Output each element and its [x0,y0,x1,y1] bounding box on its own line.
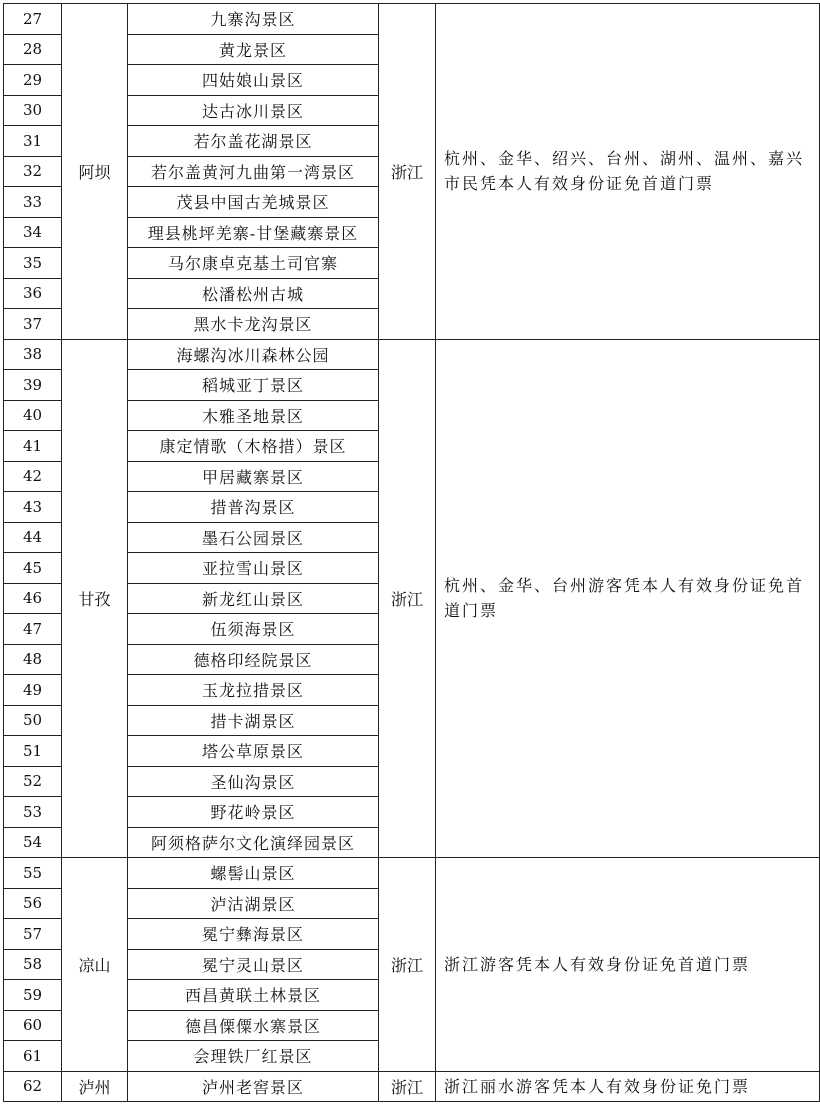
scenic-spot-name: 稻城亚丁景区 [128,370,379,401]
policy-note-cell: 杭州、金华、台州游客凭本人有效身份证免首道门票 [436,339,820,858]
scenic-spot-name: 塔公草原景区 [128,736,379,767]
scenic-spot-name: 措卡湖景区 [128,705,379,736]
scenic-spot-name: 墨石公园景区 [128,522,379,553]
row-number: 41 [4,431,62,462]
row-number: 55 [4,858,62,889]
scenic-spot-name: 亚拉雪山景区 [128,553,379,584]
scenic-spot-name: 康定情歌（木格措）景区 [128,431,379,462]
row-number: 60 [4,1010,62,1041]
row-number: 36 [4,278,62,309]
row-number: 28 [4,34,62,65]
row-number: 59 [4,980,62,1011]
scenic-spot-name: 松潘松州古城 [128,278,379,309]
scenic-spot-name: 黑水卡龙沟景区 [128,309,379,340]
row-number: 34 [4,217,62,248]
scenic-spot-name: 冕宁灵山景区 [128,949,379,980]
region-cell: 泸州 [62,1071,128,1102]
scenic-spots-table [3,3,820,1102]
province-cell: 浙江 [379,4,436,340]
province-cell: 浙江 [379,1071,436,1102]
scenic-spot-name: 玉龙拉措景区 [128,675,379,706]
row-number: 47 [4,614,62,645]
table-row [4,1071,820,1102]
policy-note-cell: 浙江丽水游客凭本人有效身份证免门票 [436,1071,820,1102]
scenic-spot-name: 若尔盖花湖景区 [128,126,379,157]
row-number: 51 [4,736,62,767]
scenic-spot-name: 黄龙景区 [128,34,379,65]
region-cell: 甘孜 [62,339,128,858]
row-number: 29 [4,65,62,96]
scenic-spot-name: 冕宁彝海景区 [128,919,379,950]
table-body [4,4,820,1102]
province-cell: 浙江 [379,858,436,1072]
scenic-spot-name: 海螺沟冰川森林公园 [128,339,379,370]
scenic-spot-name: 九寨沟景区 [128,4,379,35]
scenic-spot-name: 木雅圣地景区 [128,400,379,431]
row-number: 46 [4,583,62,614]
province-cell: 浙江 [379,339,436,858]
policy-note-cell: 杭州、金华、绍兴、台州、湖州、温州、嘉兴市民凭本人有效身份证免首道门票 [436,4,820,340]
scenic-spot-name: 德格印经院景区 [128,644,379,675]
scenic-spot-name: 泸沽湖景区 [128,888,379,919]
row-number: 44 [4,522,62,553]
scenic-spot-name: 螺髻山景区 [128,858,379,889]
region-cell: 阿坝 [62,4,128,340]
row-number: 48 [4,644,62,675]
scenic-spot-name: 马尔康卓克基土司官寨 [128,248,379,279]
row-number: 45 [4,553,62,584]
scenic-spot-name: 若尔盖黄河九曲第一湾景区 [128,156,379,187]
scenic-spot-name: 茂县中国古羌城景区 [128,187,379,218]
row-number: 57 [4,919,62,950]
table-row [4,4,820,35]
row-number: 62 [4,1071,62,1102]
scenic-spot-name: 四姑娘山景区 [128,65,379,96]
row-number: 49 [4,675,62,706]
row-number: 31 [4,126,62,157]
row-number: 27 [4,4,62,35]
scenic-spot-name: 泸州老窖景区 [128,1071,379,1102]
row-number: 61 [4,1041,62,1072]
scenic-spot-name: 伍须海景区 [128,614,379,645]
scenic-spot-name: 野花岭景区 [128,797,379,828]
row-number: 32 [4,156,62,187]
row-number: 38 [4,339,62,370]
table-row [4,339,820,370]
row-number: 53 [4,797,62,828]
row-number: 33 [4,187,62,218]
scenic-spot-name: 会理铁厂红景区 [128,1041,379,1072]
row-number: 58 [4,949,62,980]
scenic-spot-name: 措普沟景区 [128,492,379,523]
region-cell: 凉山 [62,858,128,1072]
row-number: 54 [4,827,62,858]
scenic-spot-name: 理县桃坪羌寨-甘堡藏寨景区 [128,217,379,248]
row-number: 52 [4,766,62,797]
row-number: 37 [4,309,62,340]
row-number: 50 [4,705,62,736]
scenic-spot-name: 新龙红山景区 [128,583,379,614]
scenic-spot-name: 达古冰川景区 [128,95,379,126]
policy-note-cell: 浙江游客凭本人有效身份证免首道门票 [436,858,820,1072]
table-row [4,858,820,889]
scenic-spot-name: 阿须格萨尔文化演绎园景区 [128,827,379,858]
row-number: 42 [4,461,62,492]
scenic-spot-name: 西昌黄联土林景区 [128,980,379,1011]
row-number: 40 [4,400,62,431]
row-number: 30 [4,95,62,126]
scenic-spot-name: 圣仙沟景区 [128,766,379,797]
row-number: 56 [4,888,62,919]
row-number: 39 [4,370,62,401]
scenic-spot-name: 甲居藏寨景区 [128,461,379,492]
row-number: 35 [4,248,62,279]
scenic-spot-name: 德昌傈僳水寨景区 [128,1010,379,1041]
row-number: 43 [4,492,62,523]
